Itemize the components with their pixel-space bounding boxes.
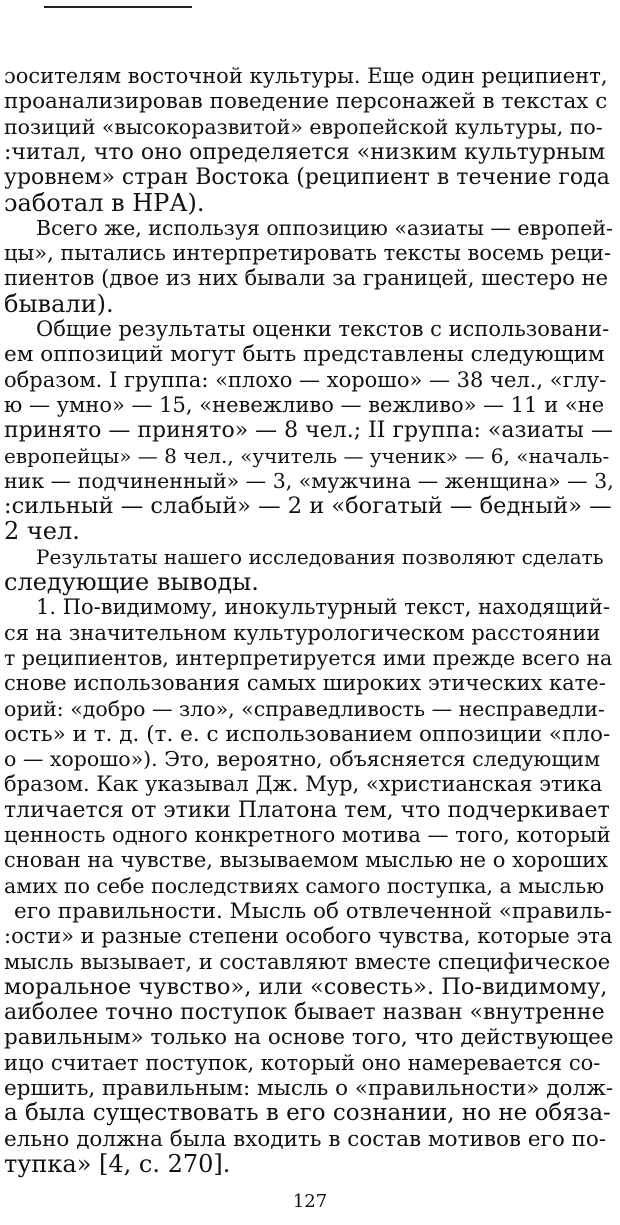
text-line: его правильности. Мысль об отвлеченной «правиль- xyxy=(14,898,612,924)
text-line: о — хорошо»). Это, вероятно, объясняется следующим xyxy=(4,747,601,772)
text-line: мысль вызывает, и составляют вместе специфическое xyxy=(4,949,611,974)
text-line: 1. По-видимому, инокультурный текст, находящий- xyxy=(36,595,610,620)
text-line: ник — подчиненный» — 3, «мужчина — женщина» — 3, xyxy=(4,468,614,493)
text-line: аиболее точно поступок бывает назван «внутренне xyxy=(4,1000,605,1026)
text-line: позиций «высокоразвитой» европейской культуры, по- xyxy=(4,114,603,139)
text-line: снове использования самых широких этических кате- xyxy=(4,671,606,696)
text-line: амих по себе последствиях самого поступка, а мыслью xyxy=(4,873,605,898)
text-line: ɔосителям восточной культуры. Еще один реципиент, xyxy=(4,64,608,88)
text-line: ценность одного конкретного мотива — того, который xyxy=(4,823,611,848)
text-line: уровнем» стран Востока (реципиент в течение года xyxy=(4,165,610,191)
text-line: бразом. Как указывал Дж. Мур, «христианская этика xyxy=(4,772,603,797)
text-line: тупка» [4, с. 270]. xyxy=(4,1150,231,1178)
text-line: европейцы» — 8 чел., «учитель — ученик» — 6, «началь- xyxy=(4,443,610,468)
text-line: следующие выводы. xyxy=(4,568,259,597)
text-line: образом. I группа: «плохо — хорошо» — 38 чел., «глу- xyxy=(4,367,607,392)
text-line: равильным» только на основе того, что действующее xyxy=(4,1025,614,1051)
text-line: тличается от этики Платона тем, что подчеркивает xyxy=(4,797,610,823)
text-line: 2 чел. xyxy=(4,517,80,546)
text-line: принято — принято» — 8 чел.; II группа: «азиаты — xyxy=(4,418,613,444)
text-line: :читал, что оно определяется «низким культурным xyxy=(4,139,606,165)
text-line: проанализировав поведение персонажей в текстах с xyxy=(4,89,608,115)
top-rule xyxy=(44,6,192,8)
text-line: :ости» и разные степени особого чувства, которые эта xyxy=(4,924,613,949)
text-line: бывали). xyxy=(4,289,114,318)
text-line: снован на чувстве, вызываемом мыслью не о хороших xyxy=(4,848,609,873)
text-line: Результаты нашего исследования позволяют сделать xyxy=(36,544,604,569)
text-line: орий: «добро — зло», «справедливость — несправедли- xyxy=(4,696,605,721)
text-line: ю — умно» — 15, «невежливо — вежливо» — 11 и «не xyxy=(4,392,605,417)
page-number: 127 xyxy=(292,1191,328,1212)
text-line: цы», пытались интерпретировать тексты восемь реци- xyxy=(4,241,612,266)
text-line: ицо считает поступок, который оно намеревается со- xyxy=(4,1050,601,1075)
text-line: Общие результаты оценки текстов с использовани- xyxy=(36,317,610,342)
text-line: пиентов (двое из них бывали за границей, шестеро не xyxy=(4,266,609,291)
text-line: ершить, правильным: мысль о «правильности» долж- xyxy=(4,1076,614,1102)
text-line: ость» и т. д. (т. е. с использованием оппозиции «пло- xyxy=(4,721,611,747)
text-line: ельно должна была входить в состав мотивов его по- xyxy=(4,1126,607,1152)
text-line: ся на значительном культурологическом расстоянии xyxy=(4,620,601,645)
text-line: т реципиентов, интерпретируется ими прежде всего на xyxy=(4,645,613,670)
text-line: моральное чувство», или «совесть». По-видимому, xyxy=(4,973,608,1000)
text-line: Всего же, используя оппозицию «азиаты — европей- xyxy=(36,215,613,240)
text-line: :сильный — слабый» — 2 и «богатый — бедный» — xyxy=(4,493,612,520)
text-line: а была существовать в его сознании, но не обяза- xyxy=(4,1100,611,1127)
text-line: ем оппозиций могут быть представлены следующим xyxy=(4,342,605,368)
text-line: ɔаботал в НРА). xyxy=(4,188,205,217)
